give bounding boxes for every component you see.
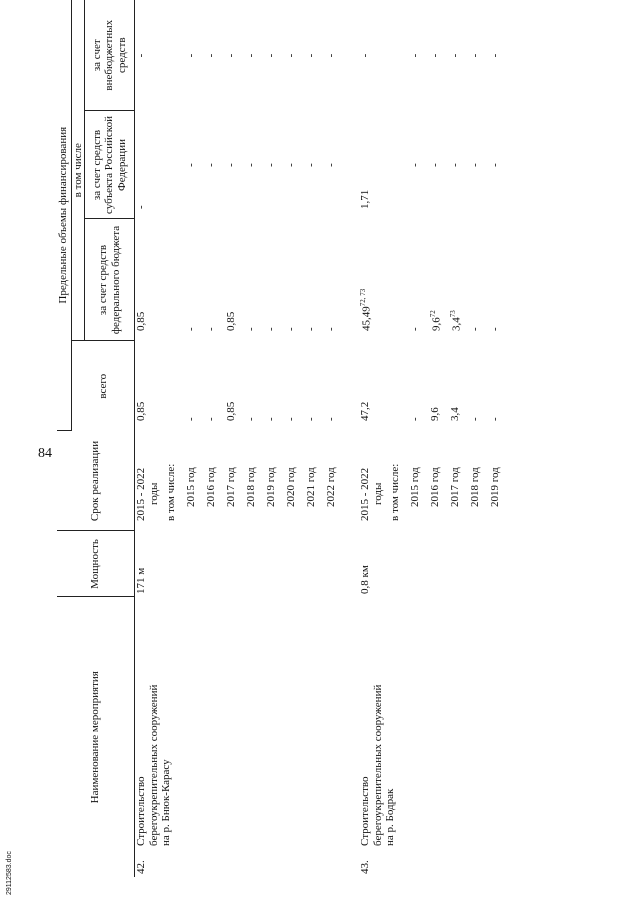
empty-cell: [389, 219, 409, 341]
year-label: 2016 год: [429, 467, 442, 507]
federal-value: -: [285, 327, 298, 331]
table-body: [135, 0, 510, 877]
federal-value: -: [205, 327, 218, 331]
year-label: 2019 год: [265, 467, 278, 507]
year-label: 2022 год: [325, 467, 338, 507]
footnote-ref: 72: [429, 310, 438, 318]
federal-value: 0,85: [225, 311, 238, 331]
cell-federal: [265, 219, 285, 341]
project-period-line: 2015 - 2022: [359, 467, 372, 521]
cell-extrabudget: -: [285, 53, 298, 58]
cell-regional: -: [409, 163, 422, 167]
cell-extrabudget: -: [469, 53, 482, 58]
federal-value: -: [469, 327, 482, 331]
header-capacity: Мощность: [57, 531, 135, 597]
cell-extrabudget: -: [245, 53, 258, 58]
cell-total: 9,6: [429, 407, 442, 421]
table-row: [359, 0, 389, 877]
year-label: 2017 год: [225, 467, 238, 507]
empty-cell: [345, 0, 359, 111]
empty-cell: [345, 849, 359, 877]
header-regional: за счет средств субъекта Российской Федерации: [85, 111, 135, 219]
cell-federal: [305, 219, 325, 341]
cell-regional: -: [305, 163, 318, 167]
cell-federal: [409, 219, 429, 341]
project-name-line: на р. Бодрак: [384, 788, 397, 846]
empty-cell: [389, 0, 409, 111]
cell-total: -: [285, 417, 298, 421]
empty-cell: [165, 0, 185, 111]
project-name-line: берегоукрепительных сооружений: [147, 684, 160, 846]
year-label: 2016 год: [205, 467, 218, 507]
header-period: Срок реализации: [57, 431, 135, 531]
cell-total: -: [409, 417, 422, 421]
cell-total: -: [305, 417, 318, 421]
year-label: 2015 год: [185, 467, 198, 507]
cell-extrabudget: -: [135, 53, 148, 58]
cell-regional: 1,71: [359, 189, 372, 209]
cell-federal: [225, 219, 245, 341]
project-period-line: 2015 - 2022: [135, 467, 148, 521]
cell-regional: -: [449, 163, 462, 167]
table-header: [57, 0, 135, 877]
cell-extrabudget: -: [409, 53, 422, 58]
header-total: всего: [71, 341, 135, 431]
cell-extrabudget: -: [225, 53, 238, 58]
cell-federal: [185, 219, 205, 341]
year-label: 2018 год: [469, 467, 482, 507]
cell-total: -: [325, 417, 338, 421]
cell-extrabudget: -: [265, 53, 278, 58]
project-period-line: годы: [371, 482, 384, 505]
cell-regional: -: [185, 163, 198, 167]
cell-extrabudget: -: [305, 53, 318, 58]
header-federal: за счет средств федерального бюджета: [85, 219, 135, 341]
cell-extrabudget: -: [325, 53, 338, 58]
federal-value: -: [489, 327, 502, 331]
year-label: 2015 год: [409, 467, 422, 507]
cell-extrabudget: -: [449, 53, 462, 58]
subheader-label: в том числе:: [165, 463, 178, 521]
cell-federal: [429, 219, 449, 341]
empty-cell: [389, 341, 409, 431]
federal-value: 0,85: [135, 311, 148, 331]
cell-total: -: [205, 417, 218, 421]
footnote-ref: 72, 73: [359, 288, 368, 307]
footer-file-name: 29112583.doc: [6, 851, 13, 895]
footnote-ref: 73: [449, 310, 458, 318]
financing-table: [57, 0, 509, 877]
cell-federal: [245, 219, 265, 341]
header-limit: Предельные объемы финансирования: [57, 0, 71, 431]
page-number: 84: [38, 446, 52, 461]
empty-cell: [345, 111, 359, 219]
federal-value: -: [245, 327, 258, 331]
cell-regional: -: [225, 163, 238, 167]
cell-federal: [205, 219, 225, 341]
cell-extrabudget: -: [429, 53, 442, 58]
federal-value: -: [265, 327, 278, 331]
cell-total: -: [265, 417, 278, 421]
federal-value: -: [409, 327, 422, 331]
empty-cell: [345, 597, 359, 849]
cell-total: -: [185, 417, 198, 421]
empty-cell: [345, 341, 359, 431]
cell-regional: -: [265, 163, 278, 167]
empty-cell: [165, 341, 185, 431]
year-label: 2020 год: [285, 467, 298, 507]
project-name-line: Строительство: [359, 776, 372, 846]
year-label: 2019 год: [489, 467, 502, 507]
table-row: [135, 0, 166, 877]
cell-extrabudget: -: [489, 53, 502, 58]
project-name-line: берегоукрепительных сооружений: [371, 684, 384, 846]
cell-regional: -: [285, 163, 298, 167]
cell-total: 0,85: [225, 401, 238, 421]
rotated-table-container: [57, 0, 615, 877]
cell-federal: [489, 219, 509, 341]
empty-cell: [345, 219, 359, 341]
cell-federal: [449, 219, 469, 341]
empty-cell: [165, 111, 185, 219]
federal-value: 9,6: [430, 317, 443, 331]
cell-total: -: [469, 417, 482, 421]
project-name-line: на р. Бнюк-Карасу: [160, 759, 173, 846]
year-label: 2018 год: [245, 467, 258, 507]
project-period: [359, 431, 389, 531]
project-name: [359, 597, 509, 849]
project-capacity: 0,8 км: [359, 565, 372, 594]
cell-federal: [285, 219, 305, 341]
empty-cell: [345, 431, 359, 531]
federal-value: -: [305, 327, 318, 331]
cell-total: -: [245, 417, 258, 421]
cell-federal: [325, 219, 345, 341]
header-including: в том числе: [71, 0, 85, 341]
subheader-label: в том числе:: [389, 463, 402, 521]
project-period-line: годы: [147, 482, 160, 505]
cell-regional: -: [325, 163, 338, 167]
cell-regional: -: [489, 163, 502, 167]
cell-federal: [135, 219, 166, 341]
header-name: Наименование мероприятия: [89, 671, 102, 804]
cell-total: 47,2: [359, 401, 372, 421]
cell-regional: -: [245, 163, 258, 167]
project-name-line: Строительство: [135, 776, 148, 846]
project-capacity: 171 м: [135, 567, 148, 594]
year-label: 2017 год: [449, 467, 462, 507]
cell-total: 0,85: [135, 401, 148, 421]
cell-total: -: [489, 417, 502, 421]
project-period: [135, 431, 166, 531]
year-label: 2021 год: [305, 467, 318, 507]
header-extrabudget: за счет внебюджетных средств: [85, 0, 135, 111]
empty-cell: [389, 111, 409, 219]
federal-value: 45,49: [360, 306, 373, 331]
federal-value: -: [325, 327, 338, 331]
cell-regional: -: [429, 163, 442, 167]
cell-regional: -: [469, 163, 482, 167]
cell-extrabudget: -: [359, 53, 372, 58]
project-name: [135, 597, 346, 849]
row-number: 43.: [359, 860, 372, 874]
federal-value: 3,4: [450, 317, 463, 331]
cell-total: 3,4: [449, 407, 462, 421]
cell-extrabudget: -: [185, 53, 198, 58]
cell-federal: [359, 219, 389, 341]
cell-federal: [469, 219, 489, 341]
row-spacer: [345, 0, 359, 877]
cell-regional: -: [135, 205, 148, 209]
row-number: 42.: [135, 860, 148, 874]
cell-extrabudget: -: [205, 53, 218, 58]
federal-value: -: [185, 327, 198, 331]
empty-cell: [165, 219, 185, 341]
empty-cell: [345, 531, 359, 597]
cell-regional: -: [205, 163, 218, 167]
